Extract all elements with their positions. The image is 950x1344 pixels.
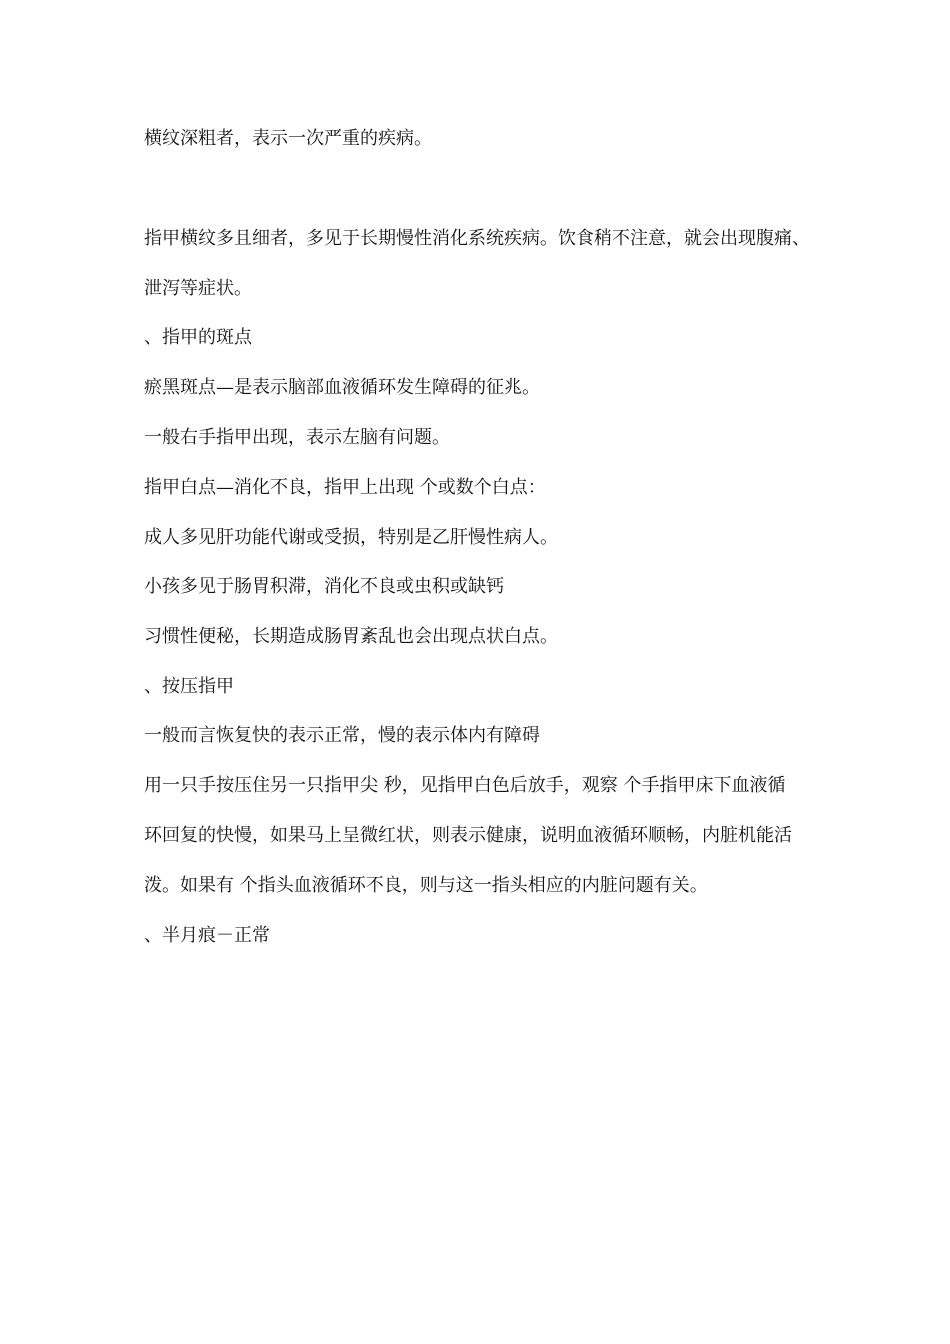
section-heading: 、指甲的斑点: [144, 327, 252, 348]
text-line: 一般右手指甲出现，表示左脑有问题。: [144, 427, 450, 448]
text-line: 横纹深粗者，表示一次严重的疾病。: [144, 128, 432, 149]
text-line: 环回复的快慢，如果马上呈微红状，则表示健康，说明血液循环顺畅，内脏机能活: [144, 825, 792, 846]
text-line: 习惯性便秘，长期造成肠胃紊乱也会出现点状白点。: [144, 626, 558, 647]
text-line: 泄泻等症状。: [144, 278, 252, 299]
text-line: 指甲白点—消化不良，指甲上出现 个或数个白点：: [144, 477, 546, 498]
text-line: 指甲横纹多且细者，多见于长期慢性消化系统疾病。饮食稍不注意，就会出现腹痛、: [144, 228, 810, 249]
section-heading: 、半月痕－正常: [144, 925, 270, 946]
text-line: 泼。如果有 个指头血液循环不良，则与这一指头相应的内脏问题有关。: [144, 875, 708, 896]
text-line: 成人多见肝功能代谢或受损，特别是乙肝慢性病人。: [144, 527, 558, 548]
text-line: 小孩多见于肠胃积滞，消化不良或虫积或缺钙: [144, 576, 504, 597]
text-line: 瘀黑斑点—是表示脑部血液循环发生障碍的征兆。: [144, 377, 540, 398]
section-heading: 、按压指甲: [144, 676, 234, 697]
text-line: 一般而言恢复快的表示正常，慢的表示体内有障碍: [144, 725, 540, 746]
text-line: 用一只手按压住另一只指甲尖 秒，见指甲白色后放手，观察 个手指甲床下血液循: [144, 775, 786, 796]
